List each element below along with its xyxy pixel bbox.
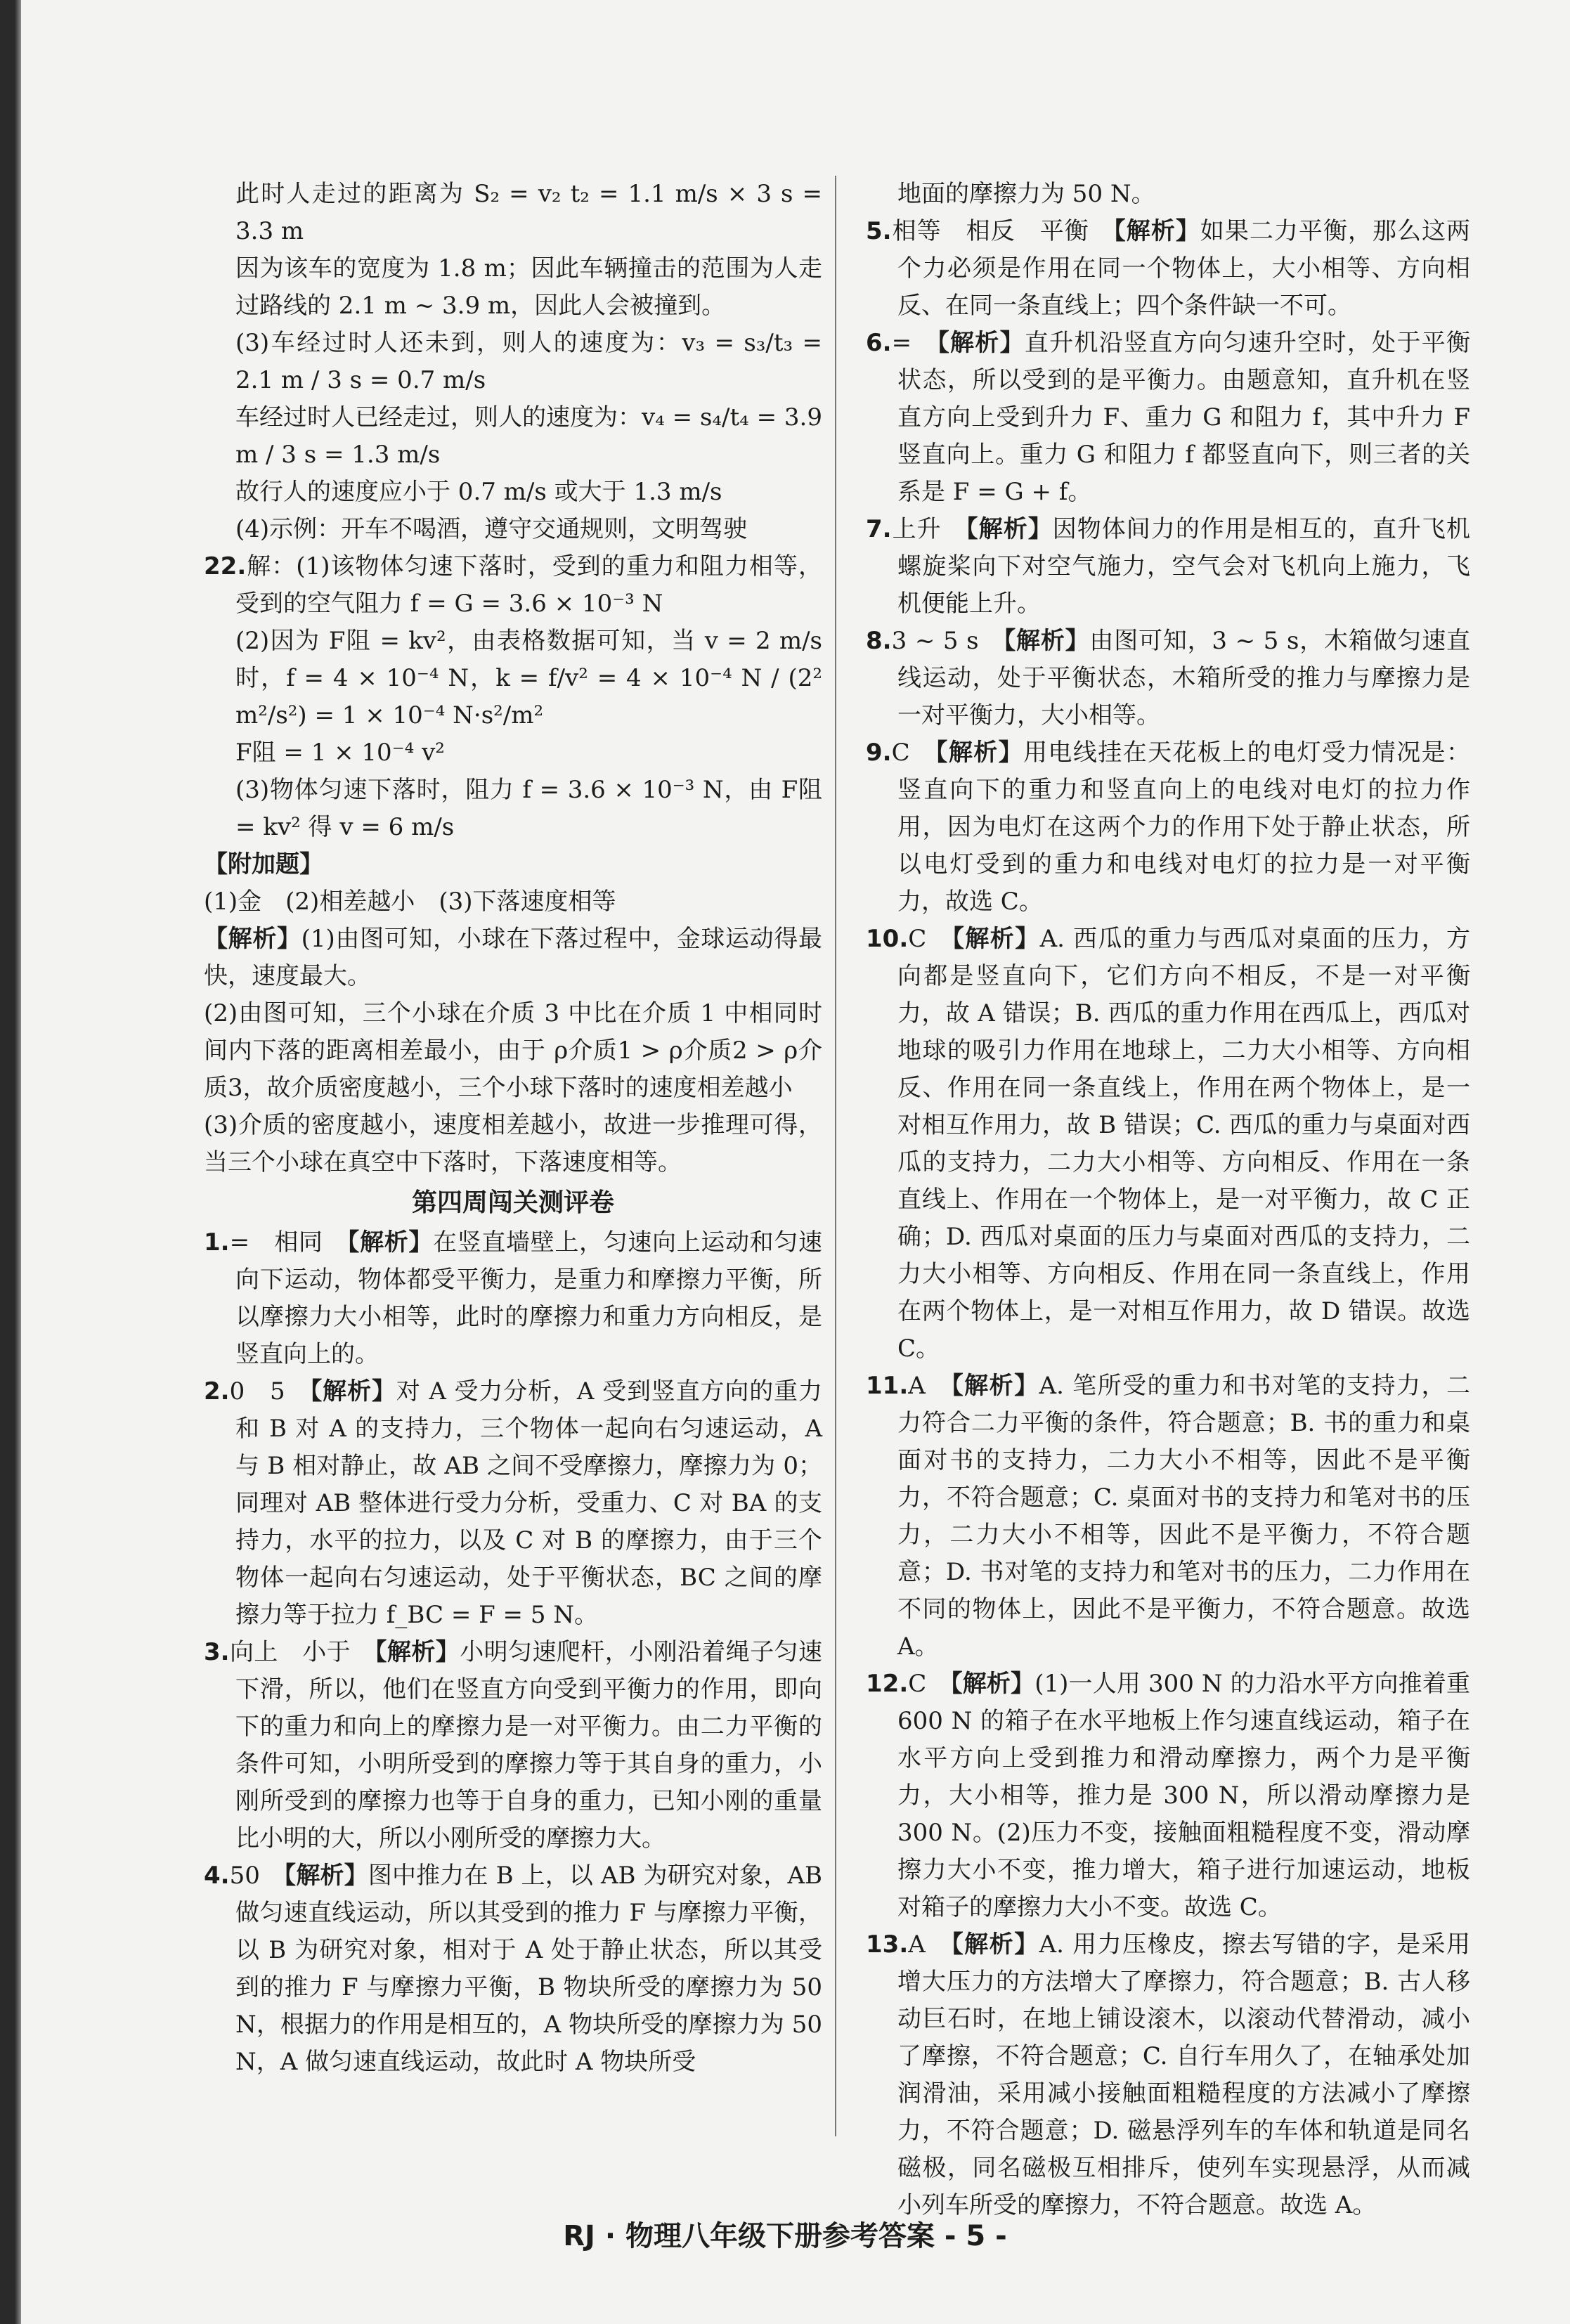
extra-analysis-1: 【解析】(1)由图可知，小球在下落过程中，金球运动得最快，速度最大。 bbox=[204, 925, 822, 990]
analysis-tag: 【解析】 bbox=[951, 1930, 1039, 1959]
answer: = 相同 bbox=[229, 1228, 323, 1257]
question-4: 4.50 【解析】图中推力在 B 上，以 AB 为研究对象，AB 做匀速直线运动，所以其受到的推力 F 与摩擦力平衡，以 B 为研究对象，相对于 A 处于静止状态，所以其受到的推力 F 与摩擦力平衡，B 物块所受的摩擦力为 50 N，根据力的作用是相互的，A 物块所受的摩擦力为 50 N，A 做匀速直线运动，故此时 A 物块所受 bbox=[204, 1862, 823, 2076]
answer: C bbox=[891, 739, 910, 767]
question-11: 11.A 【解析】A. 笔所受的重力和书对笔的支持力，二力符合二力平衡的条件，符合题意；B. 书的重力和桌面对书的支持力，二力大小不相等，因此不是平衡力，不符合题意；C. 桌面对书的支持力和笔对书的压力，二力大小不相等，因此不是平衡力，不符合题意；D. 书对笔的支持力和笔对书的压力，二力作用在不同的物体上，因此不是平衡力，不符合题意。故选 A。 bbox=[866, 1372, 1471, 1661]
analysis-tag: 【解析】 bbox=[951, 1372, 1039, 1400]
page-footer: RJ · 物理八年级下册参考答案 - 5 - bbox=[563, 2220, 1007, 2252]
answer: 0 5 bbox=[229, 1377, 285, 1406]
answer-line: 地面的摩擦力为 50 N。 bbox=[897, 180, 1155, 208]
answer-line: 此时人走过的距离为 S₂ = v₂ t₂ = 1.1 m/s × 3 s = 3.3 m bbox=[235, 180, 822, 245]
answer: C bbox=[908, 1670, 927, 1698]
analysis-tag: 【解析】 bbox=[375, 1638, 460, 1666]
question-5: 5.相等 相反 平衡 【解析】如果二力平衡，那么这两个力必须是作用在同一个物体上，大小相等、方向相反、在同一条直线上；四个条件缺一不可。 bbox=[866, 217, 1471, 320]
extra-analysis-2: (2)由图可知，三个小球在介质 3 中比在介质 1 中相同时间内下落的距离相差最小，由于 ρ介质1 > ρ介质2 > ρ介质3，故介质密度越小，三个小球下落时的速度相差越小 bbox=[204, 999, 822, 1102]
analysis-tag: 【解析】 bbox=[1113, 217, 1200, 245]
analysis-tag: 【解析】 bbox=[310, 1377, 396, 1406]
question-6: 6.= 【解析】直升机沿竖直方向匀速升空时，处于平衡状态，所以受到的是平衡力。由题意知，直升机在竖直方向上受到升力 F、重力 G 和阻力 f，其中升力 F 竖直向上。重力 G 和阻力 f 都竖直向下，则三者的关系是 F = G + f。 bbox=[866, 329, 1471, 506]
analysis-tag: 【解析】 bbox=[284, 1862, 368, 1890]
analysis-tag: 【解析】 bbox=[204, 925, 301, 953]
analysis-tag: 【解析】 bbox=[937, 329, 1025, 357]
question-number: 22. bbox=[204, 552, 247, 580]
analysis-tag: 【解析】 bbox=[950, 1670, 1035, 1698]
answer-line: (4)示例：开车不喝酒，遵守交通规则，文明驾驶 bbox=[235, 515, 748, 543]
question-3: 3.向上 小于 【解析】小明匀速爬杆，小刚沿着绳子匀速下滑，所以，他们在竖直方向受到平衡力的作用，即向下的重力和向上的摩擦力是一对平衡力。由二力平衡的条件可知，小明所受到的摩擦力等于其自身的重力，小刚所受到的摩擦力也等于自身的重力，已知小刚的重量比小明的大，所以小刚所受的摩擦力大。 bbox=[204, 1638, 823, 1852]
answer-line: (2)因为 F阻 = kv²，由表格数据可知，当 v = 2 m/s 时，f = 4 × 10⁻⁴ N，k = f/v² = 4 × 10⁻⁴ N / (2² m²/s²) = 1 × 10⁻⁴ N·s²/m² bbox=[235, 627, 822, 729]
answer-line: 故行人的速度应小于 0.7 m/s 或大于 1.3 m/s bbox=[235, 478, 722, 506]
right-column bbox=[866, 176, 1470, 2224]
answer-line: F阻 = 1 × 10⁻⁴ v² bbox=[235, 739, 445, 767]
column-divider bbox=[835, 176, 836, 2136]
extra-analysis-3: (3)介质的密度越小，速度相差越小，故进一步推理可得，当三个小球在真空中下落时，下落速度相等。 bbox=[204, 1111, 822, 1176]
analysis-tag: 【解析】 bbox=[952, 925, 1040, 953]
answer-line: (3)车经过时人还未到，则人的速度为：v₃ = s₃/t₃ = 2.1 m / 3 s = 0.7 m/s bbox=[235, 329, 822, 394]
question-7: 7.上升 【解析】因物体间力的作用是相互的，直升飞机螺旋桨向下对空气施力，空气会对飞机向上施力，飞机便能上升。 bbox=[866, 515, 1471, 618]
answer: 50 bbox=[229, 1862, 260, 1890]
question-22 bbox=[204, 548, 822, 623]
answer: C bbox=[908, 925, 927, 953]
answer-text: 解：(1)该物体匀速下落时，受到的重力和阻力相等，受到的空气阻力 f = G = 3.6 × 10⁻³ N bbox=[235, 552, 822, 618]
analysis-tag: 【解析】 bbox=[347, 1228, 434, 1257]
answer: 上升 bbox=[891, 515, 942, 543]
answer-line: 因为该车的宽度为 1.8 m；因此车辆撞击的范围为人走过路线的 2.1 m ~ 3.9 m，因此人会被撞到。 bbox=[235, 254, 822, 320]
answer-line: (3)物体匀速下落时，阻力 f = 3.6 × 10⁻³ N，由 F阻 = kv² 得 v = 6 m/s bbox=[235, 776, 822, 841]
answer: 向上 小于 bbox=[229, 1638, 351, 1666]
question-1: 1.= 相同 【解析】在竖直墙壁上，匀速向上运动和匀速向下运动，物体都受平衡力，是重力和摩擦力平衡，所以摩擦力大小相等，此时的摩擦力和重力方向相反，是竖直向上的。 bbox=[204, 1228, 823, 1368]
answer: A bbox=[908, 1372, 926, 1400]
answer: 3 ~ 5 s bbox=[891, 627, 979, 655]
extra-answer: (1)金 (2)相差越小 (3)下落速度相等 bbox=[204, 888, 616, 916]
question-9: 9.C 【解析】用电线挂在天花板上的电灯受力情况是：竖直向下的重力和竖直向上的电线对电灯的拉力作用，因为电灯在这两个力的作用下处于静止状态，所以电灯受到的重力和电线对电灯的拉力是一对平衡力，故选 C。 bbox=[866, 739, 1471, 916]
extra-title: 【附加题】 bbox=[204, 850, 323, 878]
left-column bbox=[204, 176, 822, 2081]
page-binding-edge bbox=[0, 0, 21, 2324]
analysis-tag: 【解析】 bbox=[1004, 627, 1090, 655]
answer: 相等 相反 平衡 bbox=[891, 217, 1089, 245]
answer-line: 车经过时人已经走过，则人的速度为：v₄ = s₄/t₄ = 3.9 m / 3 s = 1.3 m/s bbox=[235, 403, 822, 469]
question-2: 2.0 5 【解析】对 A 受力分析，A 受到竖直方向的重力和 B 对 A 的支持力，三个物体一起向右匀速运动，A 与 B 相对静止，故 AB 之间不受摩擦力，摩擦力为 0；同理对 AB 整体进行受力分析，受重力、C 对 BA 的支持力，水平的拉力，以及 C 对 B 的摩擦力，由于三个物体一起向右匀速运动，处于平衡状态，BC 之间的摩擦力等于拉力 f_BC = F = 5 N。 bbox=[204, 1377, 823, 1629]
question-8: 8.3 ~ 5 s 【解析】由图可知，3 ~ 5 s，木箱做匀速直线运动，处于平衡状态，木箱所受的推力与摩擦力是一对平衡力，大小相等。 bbox=[866, 627, 1471, 729]
answer: = bbox=[891, 329, 912, 357]
analysis-tag: 【解析】 bbox=[935, 739, 1024, 767]
question-12: 12.C 【解析】(1)一人用 300 N 的力沿水平方向推着重 600 N 的箱子在水平地板上作匀速直线运动，箱子在水平方向上受到推力和滑动摩擦力，两个力是平衡力，大小相等，推力是 300 N，所以滑动摩擦力是 300 N。(2)压力不变，接触面粗糙程度不变，滑动摩擦力大小不变，推力增大，箱子进行加速运动，地板对箱子的摩擦力大小不变。故选 C。 bbox=[866, 1670, 1471, 1921]
section-title: 第四周闯关测评卷 bbox=[411, 1188, 614, 1217]
question-10: 10.C 【解析】A. 西瓜的重力与西瓜对桌面的压力，方向都是竖直向下，它们方向不相反，不是一对平衡力，故 A 错误；B. 西瓜的重力作用在西瓜上，西瓜对地球的吸引力作用在地球上，二力大小相等、方向相反、作用在同一条直线上，作用在两个物体上，是一对相互作用力，故 B 错误；C. 西瓜的重力与桌面对西瓜的支持力，二力大小相等、方向相反、作用在一条直线上、作用在一个物体上，是一对平衡力，故 C 正确；D. 西瓜对桌面的压力与桌面对西瓜的支持力，二力大小相等、方向相反、作用在同一条直线上，作用在两个物体上，是一对相互作用力，故 D 错误。故选 C。 bbox=[866, 925, 1471, 1363]
analysis-tag: 【解析】 bbox=[966, 515, 1053, 543]
answer: A bbox=[908, 1930, 926, 1959]
question-13: 13.A 【解析】A. 用力压橡皮，擦去写错的字，是采用增大压力的方法增大了摩擦力，符合题意；B. 古人移动巨石时，在地上铺设滚木，以滚动代替滑动，减小了摩擦，不符合题意；C. 自行车用久了，在轴承处加润滑油，采用减小接触面粗糙程度的方法减小了摩擦力，不符合题意；D. 磁悬浮列车的车体和轨道是同名磁极，同名磁极互相排斥，使列车实现悬浮，从而减小列车所受的摩擦力，不符合题意。故选 A。 bbox=[866, 1930, 1471, 2219]
